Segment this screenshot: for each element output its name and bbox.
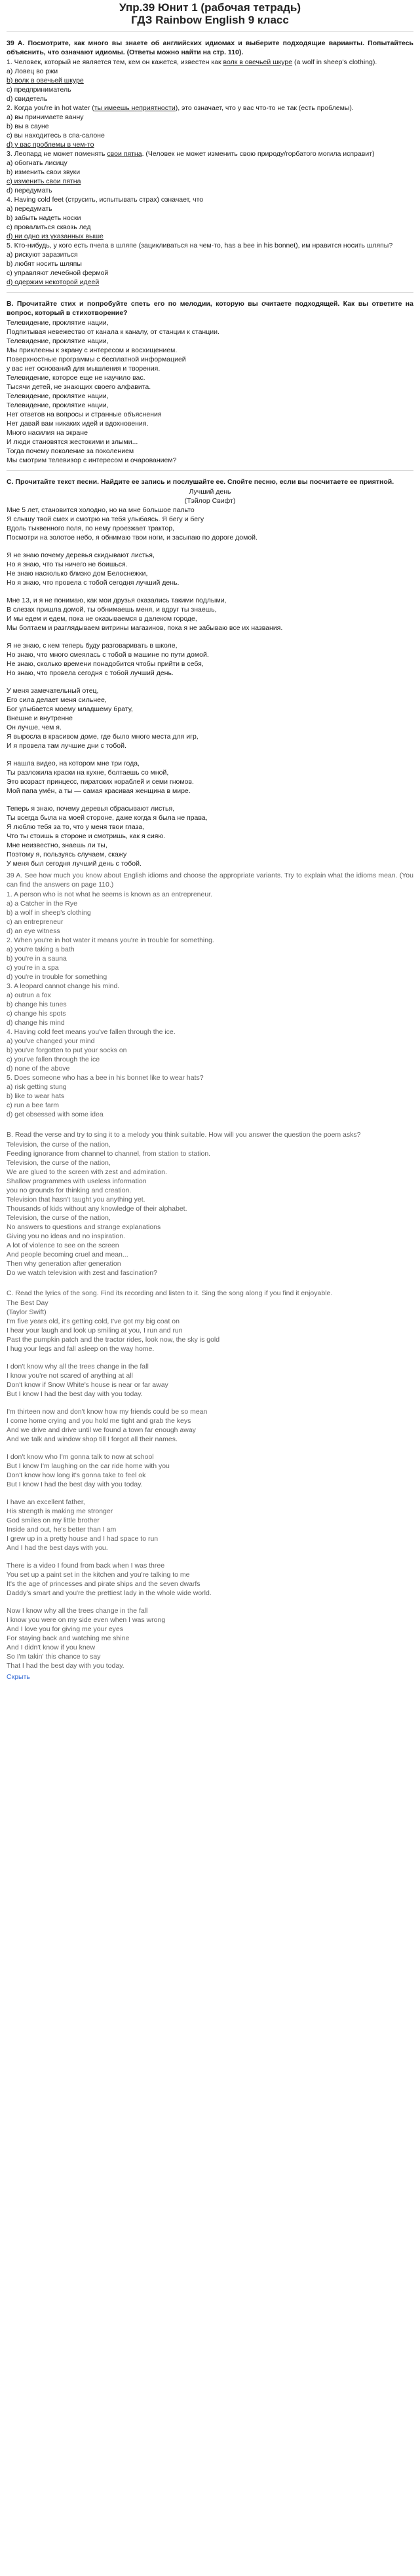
poem-ru (7, 318, 413, 465)
page-header (7, 1, 413, 26)
lyric-line: His strength is making me stronger (7, 1507, 113, 1515)
lyric-line: Бог улыбается моему младшему брату, (7, 705, 133, 713)
stanza (7, 1452, 413, 1489)
lyric-line: I grew up in a pretty house and I had space to run (7, 1535, 159, 1543)
question-3-text: 3. Леопард не может поменять (7, 150, 107, 158)
lyric-line: But I know I had the best day with you today. (7, 1390, 143, 1398)
answer-option: b) забыть надеть носки (7, 214, 81, 222)
task-b-ru-heading: B. Прочитайте стих и попробуйте спеть его по мелодии, которую вы считаете подходящей. Как вы ответите на вопрос, который в стихотворение? (7, 300, 413, 317)
lyric-line: I'm thirteen now and don't know how my friends could be so mean (7, 1408, 208, 1416)
lyric-line: For staying back and watching me shine (7, 1634, 130, 1642)
answer-option: d) свидетель (7, 95, 48, 103)
question-1-text: 1. Человек, который не является тем, кем он кажется, известен как (7, 58, 223, 66)
lyric-line: Не знаю насколько близко дом Белоснежки, (7, 570, 148, 578)
lyric-line: У меня замечательный отец, (7, 687, 99, 695)
text-line: a) risk getting stung (7, 1083, 67, 1091)
text-line: Телевидение, которое еще не научило вас. (7, 374, 145, 382)
text-line: Нет ответов на вопросы и странные объяснения (7, 411, 162, 418)
lyric-line: Ты всегда была на моей стороне, даже когда я была не права, (7, 814, 208, 822)
lyric-line: Now I know why all the trees change in the fall (7, 1607, 148, 1615)
lyric-line: So I'm takin' this chance to say (7, 1653, 101, 1661)
stanza (7, 1407, 413, 1444)
text-line: И люди становятся жестокими и злыми... (7, 438, 138, 446)
answer-option: c) предприниматель (7, 86, 71, 94)
lyric-line: I know you were on my side even when I was wrong (7, 1616, 166, 1624)
text-line: a) you're taking a bath (7, 946, 75, 953)
text-line: Television, the curse of the nation, (7, 1159, 111, 1167)
lyric-line: That I had the best day with you today. (7, 1662, 124, 1670)
text-line: you no grounds for thinking and creation. (7, 1187, 132, 1194)
lyric-line: В слезах пришла домой, ты обнимаешь меня, и вдруг ты знаешь, (7, 606, 217, 614)
text-line: Тысячи детей, не знающих своего алфавита. (7, 383, 151, 391)
task-c-en-heading: C. Read the lyrics of the song. Find its recording and listen to it. Sing the song along if you find it enjoyable. (7, 1289, 333, 1297)
task-c-ru (7, 477, 413, 868)
lyric-line: Что ты стоишь в стороне и смотришь, как я сияю. (7, 832, 166, 840)
text-line: Television, the curse of the nation, (7, 1214, 111, 1222)
answer-option: b) любят носить шляпы (7, 260, 82, 268)
stanza (7, 804, 413, 868)
lyric-line: Я слышу твой смех и смотрю на тебя улыбаясь. Я бегу и бегу (7, 515, 204, 523)
text-line: Много насилия на экране (7, 429, 88, 437)
lyric-line: I don't know why all the trees change in the fall (7, 1363, 149, 1371)
text-line: We are glued to the screen with zest and admiration. (7, 1168, 167, 1176)
text-line: Телевидение, проклятие нации, (7, 319, 109, 327)
question-4-options (7, 204, 413, 241)
task-a-en-lines (7, 890, 413, 1119)
answer-option: a) передумать (7, 205, 52, 213)
stanza (7, 641, 413, 678)
lyric-line: Он лучше, чем я. (7, 724, 62, 731)
task-c-en (7, 1289, 413, 1670)
text-line: Television that hasn't taught you anything yet. (7, 1196, 145, 1204)
lyric-line: Но я знаю, что ты ничего не боишься. (7, 561, 128, 568)
question-5: 5. Кто-нибудь, у кого есть пчела в шляпе (зацикливаться на чем-то, has a bee in his bonnet), им нравится носить шляпы? (7, 242, 393, 249)
text-line: d) an eye witness (7, 927, 60, 935)
lyric-line: I come home crying and you hold me tight and grab the keys (7, 1417, 191, 1425)
lyric-line: Это возраст принцесс, пиратских кораблей и семи гномов. (7, 778, 194, 786)
lyric-line: Его сила делает меня сильнее, (7, 696, 107, 704)
text-line: 1. A person who is not what he seems is known as an entrepreneur. (7, 891, 213, 898)
lyric-line: Мне неизвестно, знаешь ли ты, (7, 841, 107, 849)
lyric-line: There is a video I found from back when I was three (7, 1562, 165, 1570)
stanza (7, 1561, 413, 1598)
lyric-line: Мне 5 лет, становится холодно, но на мне большое пальто (7, 506, 195, 514)
stanza (7, 1498, 413, 1553)
text-line: a) a Catcher in the Rye (7, 900, 77, 908)
stanza (7, 1606, 413, 1670)
answer-option: c) управляют лечебной фермой (7, 269, 109, 277)
question-2-options (7, 113, 413, 149)
text-line: у вас нет оснований для мышления и творения. (7, 365, 161, 373)
text-line: a) you've changed your mind (7, 1037, 95, 1045)
lyric-line: Но я знаю, что провела с тобой сегодня лучший день. (7, 579, 180, 587)
task-a-en-heading: 39 A. See how much you know about English idioms and choose the appropriate variants. Try to explain what the idioms mean. (You can find the answers on page 110.) (7, 872, 413, 889)
lyric-line: And we drive and drive until we found a town far enough away (7, 1426, 196, 1434)
task-a-en (7, 871, 413, 1119)
lyric-line: Inside and out, he's better than I am (7, 1526, 117, 1534)
stanza (7, 506, 413, 542)
question-1-text-end: (a wolf in sheep's clothing). (292, 58, 377, 66)
answer-option: c) провалиться сквозь лед (7, 223, 91, 231)
text-line: Тогда почему поколение за поколением (7, 447, 134, 455)
lyric-line: Вдоль тыквенного поля, по нему проезжает трактор, (7, 524, 175, 532)
question-3-highlight: свои пятна (107, 150, 142, 158)
text-line: c) change his spots (7, 1010, 66, 1018)
answer-option: a) обогнать лисицу (7, 159, 67, 167)
task-a-ru-heading: 39 А. Посмотрите, как много вы знаете об английских идиомах и выберите подходящие варианты. Попытайтесь объяснить, что означают идиомы. (Ответы можно найти на стр. 110). (7, 39, 413, 56)
text-line: Do we watch television with zest and fascination? (7, 1269, 157, 1277)
lyric-line: And I love you for giving me your eyes (7, 1625, 124, 1633)
task-b-en (7, 1130, 413, 1278)
lyric-line: You set up a paint set in the kitchen and you're talking to me (7, 1571, 190, 1579)
text-line: b) change his tunes (7, 1001, 67, 1008)
page-subtitle: ГДЗ Rainbow English 9 класс (131, 14, 289, 26)
text-line: Подпитывая невежество от канала к каналу, от станции к станции. (7, 328, 220, 336)
text-line: c) run a bee farm (7, 1101, 59, 1109)
lyric-line: And I had the best days with you. (7, 1544, 108, 1552)
answer-option: b) изменить свои звуки (7, 168, 81, 176)
task-c-ru-heading: C. Прочитайте текст песни. Найдите ее запись и послушайте ее. Спойте песню, если вы посчитаете ее приятной. (7, 478, 394, 486)
text-line: Television, the curse of the nation, (7, 1141, 111, 1149)
text-line: Телевидение, проклятие нации, (7, 401, 109, 409)
text-line: Телевидение, проклятие нации, (7, 337, 109, 345)
lyric-line: I hear your laugh and look up smiling at you, I run and run (7, 1327, 183, 1334)
text-line: b) you're in a sauna (7, 955, 67, 963)
stanza (7, 759, 413, 796)
stanza (7, 686, 413, 750)
lyric-line: Daddy's smart and you're the prettiest lady in the whole wide world. (7, 1589, 212, 1597)
lyric-line: Don't know how long it's gonna take to feel ok (7, 1471, 146, 1479)
lyric-line: God smiles on my little brother (7, 1517, 100, 1524)
collapse-link[interactable]: Скрыть (7, 1673, 30, 1681)
text-line: d) none of the above (7, 1065, 70, 1073)
text-line: 4. Having cold feet means you've fallen through the ice. (7, 1028, 176, 1036)
text-line: b) like to wear hats (7, 1092, 65, 1100)
text-line: c) you're in a spa (7, 964, 59, 972)
lyric-line: Я выросла в красивом доме, где было много места для игр, (7, 733, 199, 741)
lyric-line: Don't know if Snow White's house is near or far away (7, 1381, 168, 1389)
answer-option: а) Ловец во ржи (7, 67, 58, 75)
text-line: Мы приклеены к экрану с интересом и восхищением. (7, 346, 178, 354)
text-line: Нет давай вам никаких идей и вдохновения. (7, 420, 149, 428)
text-line: Поверхностные программы с бесплатной информацией (7, 356, 186, 363)
text-line: Мы смотрим телевизор с интересом и очарованием? (7, 456, 177, 464)
stanza (7, 1362, 413, 1399)
text-line: Then why generation after generation (7, 1260, 121, 1268)
lyric-line: And I didn't know if you knew (7, 1644, 96, 1651)
question-1 (7, 58, 413, 67)
lyric-line: Но знаю, что провела сегодня с тобой лучший день. (7, 669, 174, 677)
text-line: b) a wolf in sheep's clothing (7, 909, 91, 917)
answer-option: b) вы в сауне (7, 122, 49, 130)
task-a-ru (7, 39, 413, 287)
text-line: Телевидение, проклятие нации, (7, 392, 109, 400)
text-line: And people becoming cruel and mean... (7, 1251, 128, 1259)
text-line: Shallow programmes with useless information (7, 1177, 147, 1185)
text-line: b) you've forgotten to put your socks on (7, 1046, 127, 1054)
question-1-highlight: волк в овечьей шкуре (223, 58, 293, 66)
lyric-line: Посмотри на золотое небо, я обнимаю твои ноги, и засыпаю по дороге домой. (7, 534, 258, 542)
question-3-text-end: . (Человек не может изменить свою природу/горбатого могила исправит) (142, 150, 375, 158)
question-2 (7, 103, 413, 113)
text-line: Thousands of kids without any knowledge of their alphabet. (7, 1205, 187, 1213)
lyric-line: Я люблю тебя за то, что у меня твои глаза, (7, 823, 145, 831)
song-title-ru: Лучший день (189, 488, 231, 496)
task-b-en-heading: B. Read the verse and try to sing it to a melody you think suitable. How will you answer the question the poem asks? (7, 1131, 361, 1139)
answer-option: а) вы принимаете ванну (7, 113, 84, 121)
answer-option: d) ни одно из указанных выше (7, 232, 104, 240)
song-lyrics-ru (7, 506, 413, 868)
text-line: Feeding ignorance from channel to channel, from station to station. (7, 1150, 211, 1158)
task-b-ru (7, 299, 413, 465)
answer-option: d) передумать (7, 187, 52, 194)
lyric-line: Я не знаю, с кем теперь буду разговаривать в школе, (7, 642, 178, 650)
divider (7, 470, 413, 471)
lyric-line: And we talk and window shop till I forgot all their names. (7, 1435, 178, 1443)
question-1-options (7, 67, 413, 103)
text-line: No answers to questions and strange explanations (7, 1223, 161, 1231)
lyric-line: Внешне и внутренне (7, 714, 73, 722)
text-line: d) you're in trouble for something (7, 973, 107, 981)
lyric-line: I'm five years old, it's getting cold, I've got my big coat on (7, 1317, 180, 1325)
stanza (7, 596, 413, 633)
answer-option: b) волк в овечьей шкуре (7, 77, 84, 84)
lyric-line: Мы болтаем и разглядываем витрины магазинов, пока я не забываю все их названия. (7, 624, 283, 632)
lyric-line: Мой папа умён, а ты — самая красивая женщина в мире. (7, 787, 191, 795)
question-2-text: 2. Когда you're in hot water ( (7, 104, 94, 112)
lyric-line: Я не знаю почему деревья скидывают листья, (7, 551, 155, 559)
lyric-line: I know you're not scared of anything at all (7, 1372, 133, 1380)
lyric-line: Поэтому я, пользуясь случаем, скажу (7, 851, 127, 858)
text-line: 3. A leopard cannot change his mind. (7, 982, 120, 990)
text-line: Giving you no ideas and no inspiration. (7, 1232, 125, 1240)
lyric-line: Теперь я знаю, почему деревья сбрасывают листья, (7, 805, 175, 813)
question-4: 4. Having cold feet (струсить, испытывать страх) означает, что (7, 196, 204, 204)
lyric-line: У меня был сегодня лучший день с тобой. (7, 860, 142, 868)
text-line: c) you've fallen through the ice (7, 1056, 100, 1063)
song-lyrics-en (7, 1317, 413, 1670)
answer-option: c) изменить свои пятна (7, 177, 81, 185)
stanza (7, 1317, 413, 1353)
stanza (7, 551, 413, 587)
text-line: d) change his mind (7, 1019, 65, 1027)
text-line: a) outrun a fox (7, 991, 51, 999)
lyric-line: But I know I had the best day with you today. (7, 1481, 143, 1488)
divider (7, 31, 413, 32)
lyric-line: Past the pumpkin patch and the tractor rides, look now, the sky is gold (7, 1336, 220, 1344)
lyric-line: Я нашла видео, на котором мне три года, (7, 760, 140, 767)
lyric-line: И мы едем и едем, пока не оказываемся в далеком городе, (7, 615, 197, 623)
text-line: 5. Does someone who has a bee in his bonnet like to wear hats? (7, 1074, 204, 1082)
lyric-line: But I know I'm laughing on the car ride home with you (7, 1462, 170, 1470)
lyric-line: Мне 13, и я не понимаю, как мои друзья оказались такими подлыми, (7, 597, 227, 604)
lyric-line: I have an excellent father, (7, 1498, 85, 1506)
answer-option: d) одержим некоторой идеей (7, 278, 100, 286)
question-2-text-end: ), это означает, что у вас что-то не так (есть проблемы). (175, 104, 354, 112)
page-title: Упр.39 Юнит 1 (рабочая тетрадь) (119, 1, 301, 14)
text-line: A lot of violence to see on the screen (7, 1242, 119, 1249)
poem-en (7, 1140, 413, 1278)
text-line: 2. When you're in hot water it means you're in trouble for something. (7, 936, 214, 944)
lyric-line: Ты разложила краски на кухне, болтаешь со мной, (7, 769, 169, 777)
answer-option: d) у вас проблемы в чем-то (7, 141, 94, 149)
text-line: c) an entrepreneur (7, 918, 64, 926)
lyric-line: I don't know who I'm gonna talk to now at school (7, 1453, 154, 1461)
song-author-ru: (Тэйлор Свифт) (184, 497, 236, 505)
lyric-line: Не знаю, сколько времени понадобится чтобы прийти в себя, (7, 660, 204, 668)
answer-option: c) вы находитесь в спа-салоне (7, 132, 105, 139)
answer-option: a) рискуют заразиться (7, 251, 78, 259)
text-line: d) get obsessed with some idea (7, 1111, 104, 1118)
lyric-line: И я провела там лучшие дни с тобой. (7, 742, 126, 750)
question-2-highlight: ты имеешь неприятности (94, 104, 176, 112)
lyric-line: It's the age of princesses and pirate ships and the seven dwarfs (7, 1580, 200, 1588)
song-title-en: The Best Day (7, 1299, 48, 1307)
question-3 (7, 149, 413, 158)
lyric-line: I hug your legs and fall asleep on the way home. (7, 1345, 155, 1353)
divider (7, 292, 413, 293)
song-author-en: (Taylor Swift) (7, 1308, 47, 1316)
question-5-options (7, 250, 413, 287)
question-3-options (7, 158, 413, 195)
lyric-line: Но знаю, что много смеялась с тобой в машине по пути домой. (7, 651, 209, 659)
